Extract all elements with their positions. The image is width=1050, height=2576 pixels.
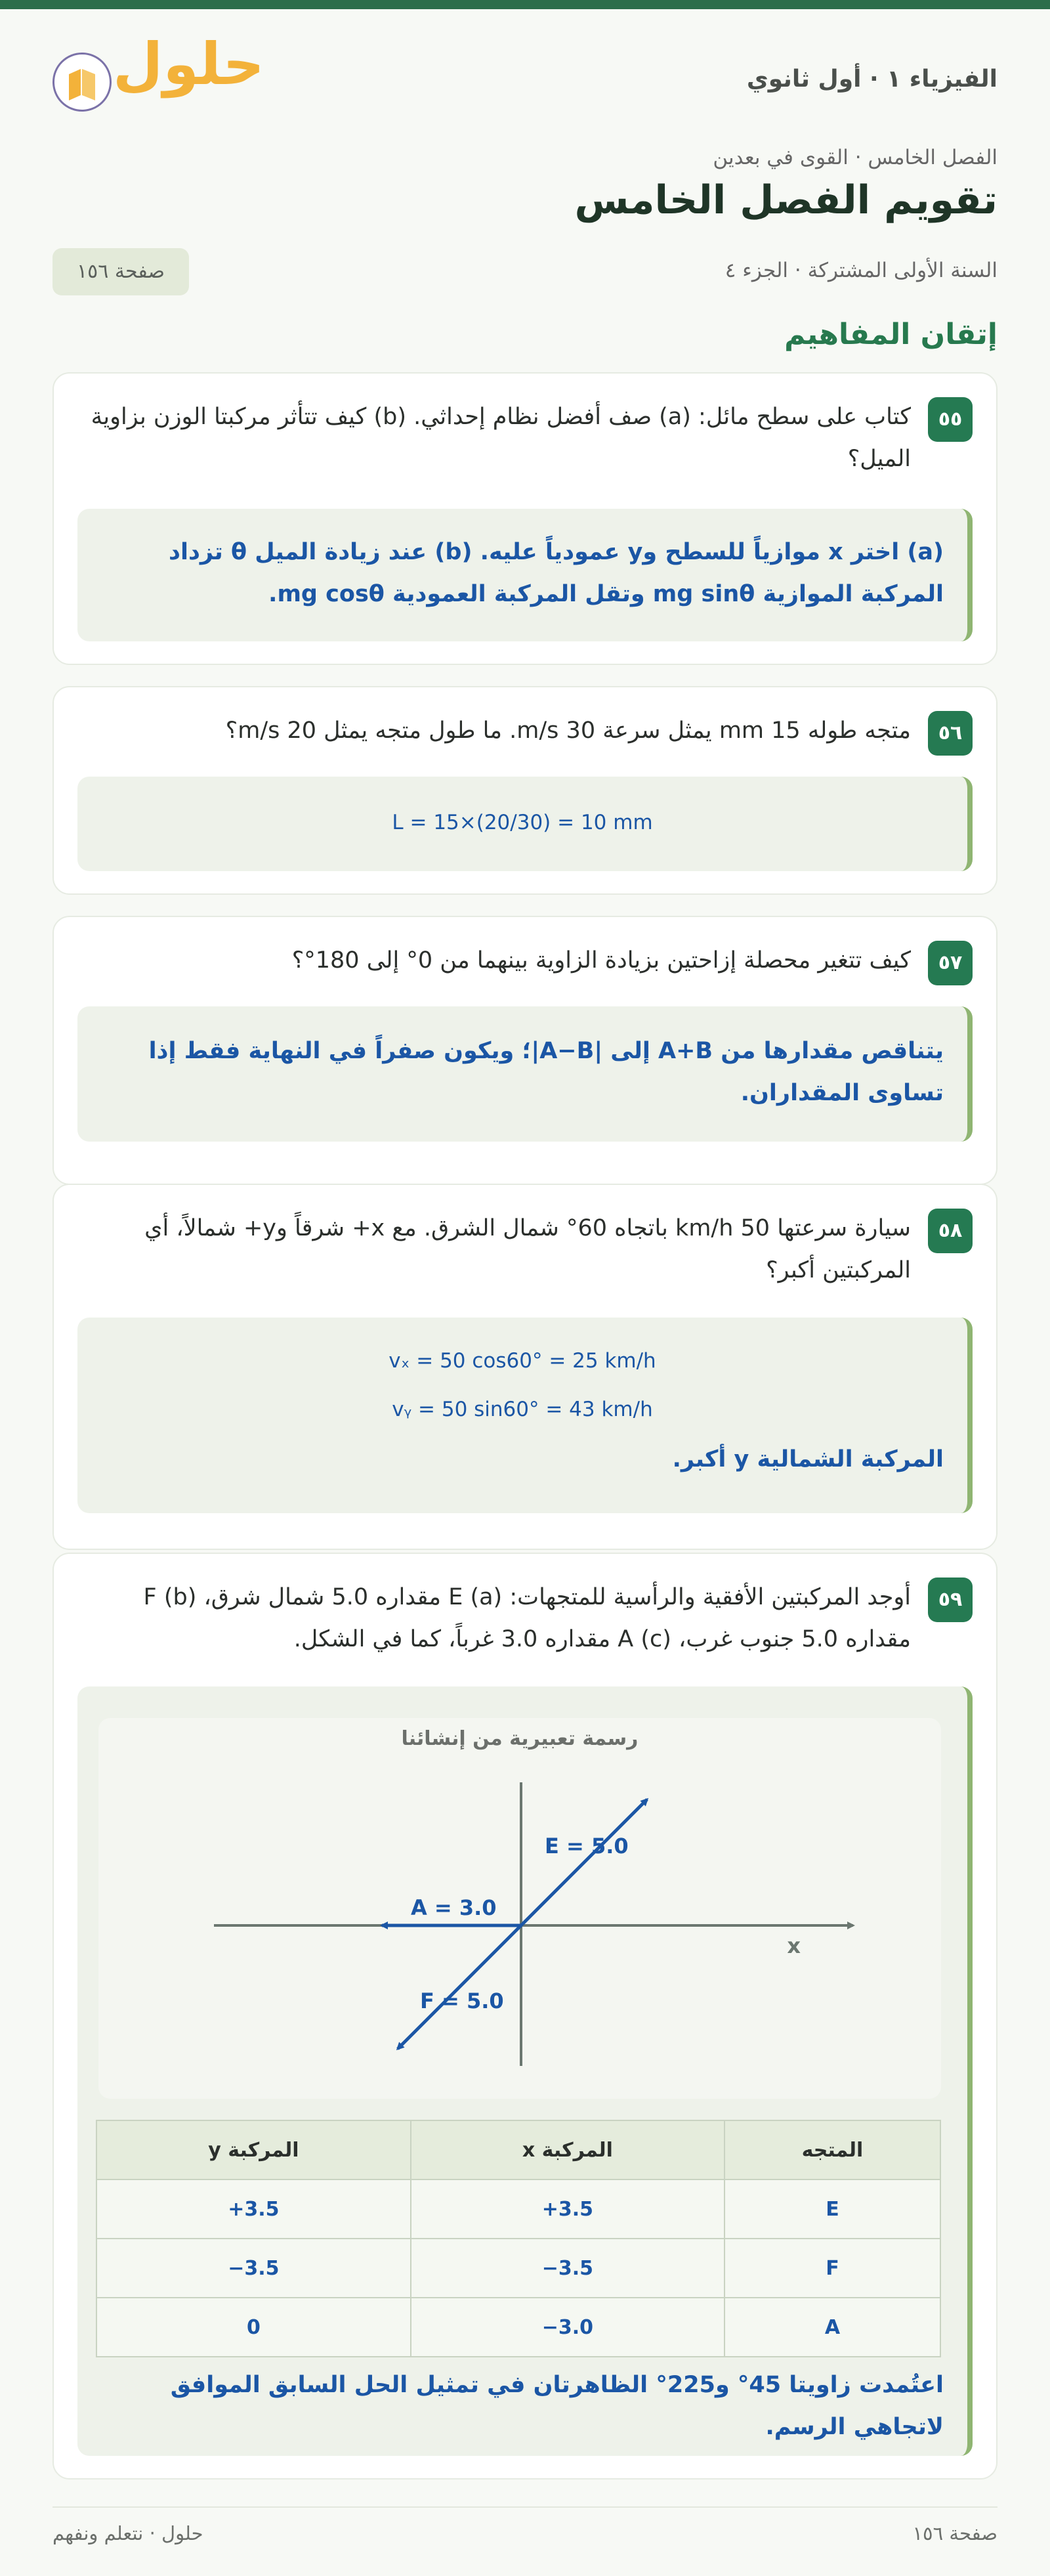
label-f: F = 5.0 bbox=[420, 1988, 504, 2013]
question-number: ٥٦ bbox=[928, 711, 973, 756]
answer-text: اعتُمدت زاويتا 45° و225° الظاهرتان في تمثيل الحل السابق الموافق لاتجاهي الرسم. bbox=[170, 2372, 944, 2440]
vector-e bbox=[521, 1799, 647, 1925]
table-cell: −3.5 bbox=[411, 2239, 724, 2298]
answer-conclusion: المركبة الشمالية y أكبر. bbox=[672, 1446, 944, 1472]
page-header bbox=[52, 30, 998, 119]
label-x-axis: x bbox=[787, 1933, 801, 1958]
vector-f bbox=[398, 1925, 521, 2049]
question-card-57 bbox=[52, 916, 998, 1185]
diagram-caption: رسمة تعبيرية من إنشائنا bbox=[401, 1727, 639, 1750]
components-table bbox=[96, 2120, 941, 2357]
footer-page-number: صفحة ١٥٦ bbox=[912, 2522, 998, 2544]
question-number: ٥٥ bbox=[928, 397, 973, 442]
logo[interactable] bbox=[52, 30, 264, 119]
question-number: ٥٨ bbox=[928, 1209, 973, 1253]
table-header: المتجه bbox=[724, 2120, 940, 2179]
book-brand: الفيزياء ١ · أول ثانوي bbox=[746, 66, 998, 93]
table-cell: 0 bbox=[96, 2298, 411, 2357]
question-number: ٥٩ bbox=[928, 1578, 973, 1622]
question-card-55 bbox=[52, 372, 998, 665]
question-number: ٥٧ bbox=[928, 941, 973, 985]
label-e: E = 5.0 bbox=[545, 1834, 629, 1858]
table-cell: +3.5 bbox=[96, 2179, 411, 2239]
answer-box bbox=[77, 777, 973, 871]
vector-diagram-svg bbox=[98, 1718, 944, 2099]
table-header: المركبة x bbox=[411, 2120, 724, 2179]
label-a: A = 3.0 bbox=[411, 1895, 497, 1920]
logo-word: حلول bbox=[113, 30, 264, 98]
answer-formula-vx: vₓ = 50 cos60° = 25 km/h bbox=[388, 1349, 656, 1373]
table-header: المركبة y bbox=[96, 2120, 411, 2179]
answer-formula: L = 15×(20/30) = 10 mm bbox=[392, 811, 653, 834]
chapter-line: الفصل الخامس · القوى في بعدين bbox=[713, 146, 998, 169]
question-card-59 bbox=[52, 1553, 998, 2479]
footer-brand[interactable]: حلول · نتعلم ونفهم bbox=[52, 2522, 203, 2544]
top-accent-bar bbox=[0, 0, 1050, 9]
question-text: أوجد المركبتين الأفقية والرأسية للمتجهات: (a) E مقداره 5.0 شمال شرق، (b) F مقداره 5.0 جنوب غرب، (c) A مقداره 3.0 غرباً، كما في الشكل. bbox=[143, 1584, 911, 1652]
table-cell: A bbox=[724, 2298, 940, 2357]
page-badge: صفحة ١٥٦ bbox=[52, 248, 189, 295]
question-card-56 bbox=[52, 686, 998, 895]
meta-line: السنة الأولى المشتركة · الجزء ٤ bbox=[724, 259, 998, 282]
table-cell: −3.0 bbox=[411, 2298, 724, 2357]
question-text: كتاب على سطح مائل: (a) صف أفضل نظام إحداثي. (b) كيف تتأثر مركبتا الوزن بزاوية الميل؟ bbox=[91, 404, 911, 472]
question-text: كيف تتغير محصلة إزاحتين بزيادة الزاوية بينهما من 0° إلى 180°؟ bbox=[291, 947, 911, 974]
answer-formula-vy: vᵧ = 50 sin60° = 43 km/h bbox=[392, 1398, 653, 1421]
page-title: تقويم الفصل الخامس bbox=[574, 177, 998, 223]
table-row bbox=[96, 2239, 940, 2298]
vector-diagram bbox=[98, 1718, 941, 2099]
table-row bbox=[96, 2179, 940, 2239]
footer-divider bbox=[52, 2506, 998, 2508]
table-cell: F bbox=[724, 2239, 940, 2298]
table-cell: +3.5 bbox=[411, 2179, 724, 2239]
table-cell: E bbox=[724, 2179, 940, 2239]
question-card-58 bbox=[52, 1184, 998, 1550]
table-row bbox=[96, 2298, 940, 2357]
answer-text: (a) اختر x موازياً للسطح وy عمودياً عليه. (b) عند زيادة الميل θ تزداد المركبة الموازية mg sinθ وتقل المركبة العمودية mg cosθ. bbox=[168, 539, 944, 607]
section-title: إتقان المفاهيم bbox=[784, 318, 998, 351]
answer-box bbox=[77, 509, 973, 641]
answer-box bbox=[77, 1686, 973, 2456]
question-text: متجه طوله 15 mm يمثل سرعة 30 m/s. ما طول متجه يمثل 20 m/s؟ bbox=[225, 718, 911, 744]
logo-emblem-icon bbox=[52, 53, 112, 112]
answer-box bbox=[77, 1318, 973, 1513]
answer-text: يتناقص مقدارها من A+B إلى |A−B|؛ ويكون صفراً في النهاية فقط إذا تساوى المقداران. bbox=[148, 1038, 944, 1106]
table-cell: −3.5 bbox=[96, 2239, 411, 2298]
question-text: سيارة سرعتها 50 km/h باتجاه 60° شمال الشرق. مع x+ شرقاً وy+ شمالاً، أي المركبتين أكبر؟ bbox=[144, 1215, 911, 1283]
answer-box bbox=[77, 1006, 973, 1142]
